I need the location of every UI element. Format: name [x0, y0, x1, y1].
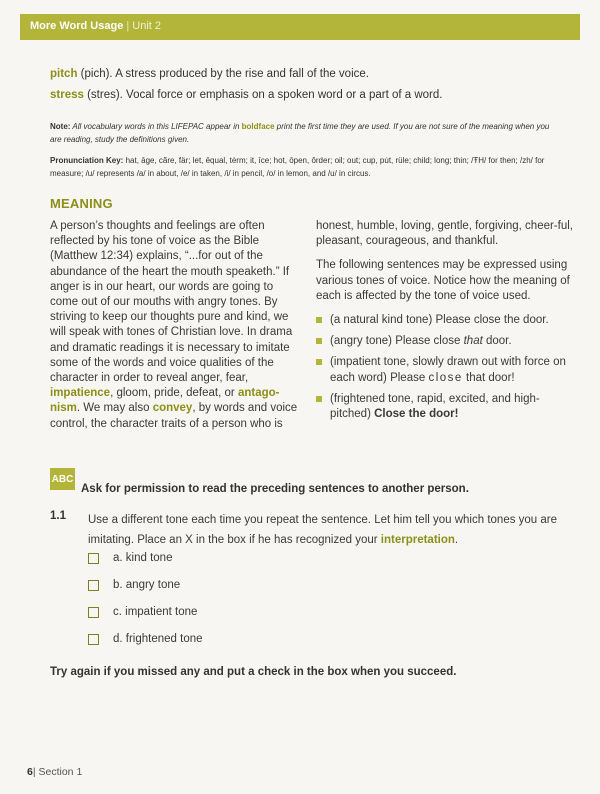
running-header: [30, 20, 161, 32]
exercise-text: [88, 510, 558, 550]
option-impatient-tone: [88, 606, 197, 618]
note-label: Note:: [50, 122, 71, 131]
page-number: 6: [27, 766, 33, 778]
header-unit: Unit 2: [132, 20, 162, 32]
vocabulary-note: [50, 120, 560, 146]
vocab-entry-pitch: [50, 68, 369, 80]
vocab-highlight-convey: convey: [152, 402, 193, 415]
header-title: More Word Usage: [30, 20, 124, 32]
option-label: d. frightened tone: [113, 633, 203, 645]
vocab-entry-stress: [50, 89, 442, 101]
body-column-left: [50, 219, 300, 432]
bullet-square-icon: [316, 338, 322, 344]
option-label: a. kind tone: [113, 552, 173, 564]
option-label: b. angry tone: [113, 579, 181, 591]
body-paragraph: honest, humble, loving, gentle, forgiving, cheer-ful, pleasant, courageous, and thankful.: [316, 220, 573, 248]
pronunciation-key-text: hat, āge, cãre, fär; let, ēqual, tėrm; it, īce; hot, ōpen, ôrder; oil; out; cup, pu̇t, rüle; child; long; thin; /ŦH/ for then; /zh/ for measure; /u/ represents /a/ in about, /e/ in taken, /i/ in pencil, /o/ in lemon, and /u/ in circus.: [50, 156, 545, 178]
option-frightened-tone: [88, 633, 203, 645]
body-text: . We may also: [76, 402, 153, 415]
note-text: All vocabulary words in this LIFEPAC appear in: [70, 122, 242, 131]
closing-instruction: Try again if you missed any and put a check in the box when you succeed.: [50, 666, 457, 678]
body-column-right: [316, 219, 576, 428]
vocab-definition: (pich). A stress produced by the rise and fall of the voice.: [77, 68, 369, 80]
bold-phrase: Close the door!: [374, 408, 459, 421]
exercise-text-part: Use a different tone each time you repeat the sentence. Let him tell you which tones you are imitating. Place an X in the box if he has recognized your: [88, 514, 558, 546]
option-label: c. impatient tone: [113, 606, 198, 618]
exercise-text-part: .: [454, 534, 459, 546]
list-item-text: (a natural kind tone) Please close the door.: [330, 314, 549, 327]
note-boldface-word: boldface: [241, 122, 275, 131]
page-footer: [27, 766, 82, 778]
emphasized-word: that: [463, 335, 483, 348]
answer-checkbox[interactable]: [88, 580, 99, 591]
vocab-highlight-antagonism: antago-nism: [50, 387, 280, 415]
bullet-square-icon: [316, 317, 322, 323]
pronunciation-key-label: Pronunciation Key:: [50, 156, 124, 165]
body-text: A person’s thoughts and feelings are often reflected by his tone of voice as the Bible (Matthew 12:34) explains, “...for out of the abundance of the heart the mouth speaketh.” If anger is in our heart, our words are going to come out of our mouths with angry tones. By striving to keep our thoughts pure and kind, we will speak with tones of Christian love. In drama and dramatic readings it is necessary to imitate some of the words and voice qualities of the character in order to reveal anger, fear,: [50, 220, 293, 385]
footer-section: Section 1: [38, 766, 83, 778]
bullet-square-icon: [316, 359, 322, 365]
list-item-text: (angry tone) Please close: [330, 335, 464, 348]
answer-checkbox[interactable]: [88, 607, 99, 618]
list-item: [316, 355, 576, 385]
vocab-definition: (stres). Vocal force or emphasis on a spoken word or a part of a word.: [83, 89, 443, 101]
answer-checkbox[interactable]: [88, 553, 99, 564]
answer-checkbox[interactable]: [88, 634, 99, 645]
vocab-highlight-interpretation: interpretation: [380, 534, 455, 546]
option-angry-tone: [88, 579, 180, 591]
list-item: [316, 334, 576, 349]
pronunciation-key: [50, 154, 570, 180]
exercise-number: 1.1: [50, 510, 66, 522]
list-item-text: (impatient tone, slowly drawn out with force on each word) Please: [330, 356, 566, 384]
vocab-term: stress: [50, 89, 84, 101]
abc-activity-icon: ABC: [50, 468, 75, 490]
spaced-word: close: [428, 371, 463, 384]
vocab-highlight-impatience: impatience: [50, 387, 111, 400]
header-separator: |: [126, 20, 130, 32]
section-heading: MEANING: [50, 196, 113, 211]
body-text: , by words and voice control, the character traits of a person who is: [50, 402, 298, 430]
list-item-text: that door!: [462, 371, 515, 384]
vocab-term: pitch: [50, 68, 78, 80]
body-text: , gloom, pride, defeat, or: [110, 387, 238, 400]
option-kind-tone: [88, 552, 172, 564]
footer-separator: |: [32, 766, 36, 778]
body-paragraph: The following sentences may be expressed using various tones of voice. Notice how the meaning of each is affected by the tone of voice used.: [316, 259, 570, 302]
list-item-text: door.: [482, 335, 512, 348]
bullet-square-icon: [316, 396, 322, 402]
note-text: print the first time they are used. If you are not sure of the meaning when you are reading, study the definitions given.: [50, 122, 550, 144]
list-item-text: (frightened tone, rapid, excited, and high-pitched): [330, 392, 540, 421]
list-item: [316, 392, 576, 422]
example-sentence-list: [316, 313, 576, 422]
list-item: [316, 313, 576, 328]
activity-instruction: Ask for permission to read the preceding sentences to another person.: [81, 483, 469, 495]
